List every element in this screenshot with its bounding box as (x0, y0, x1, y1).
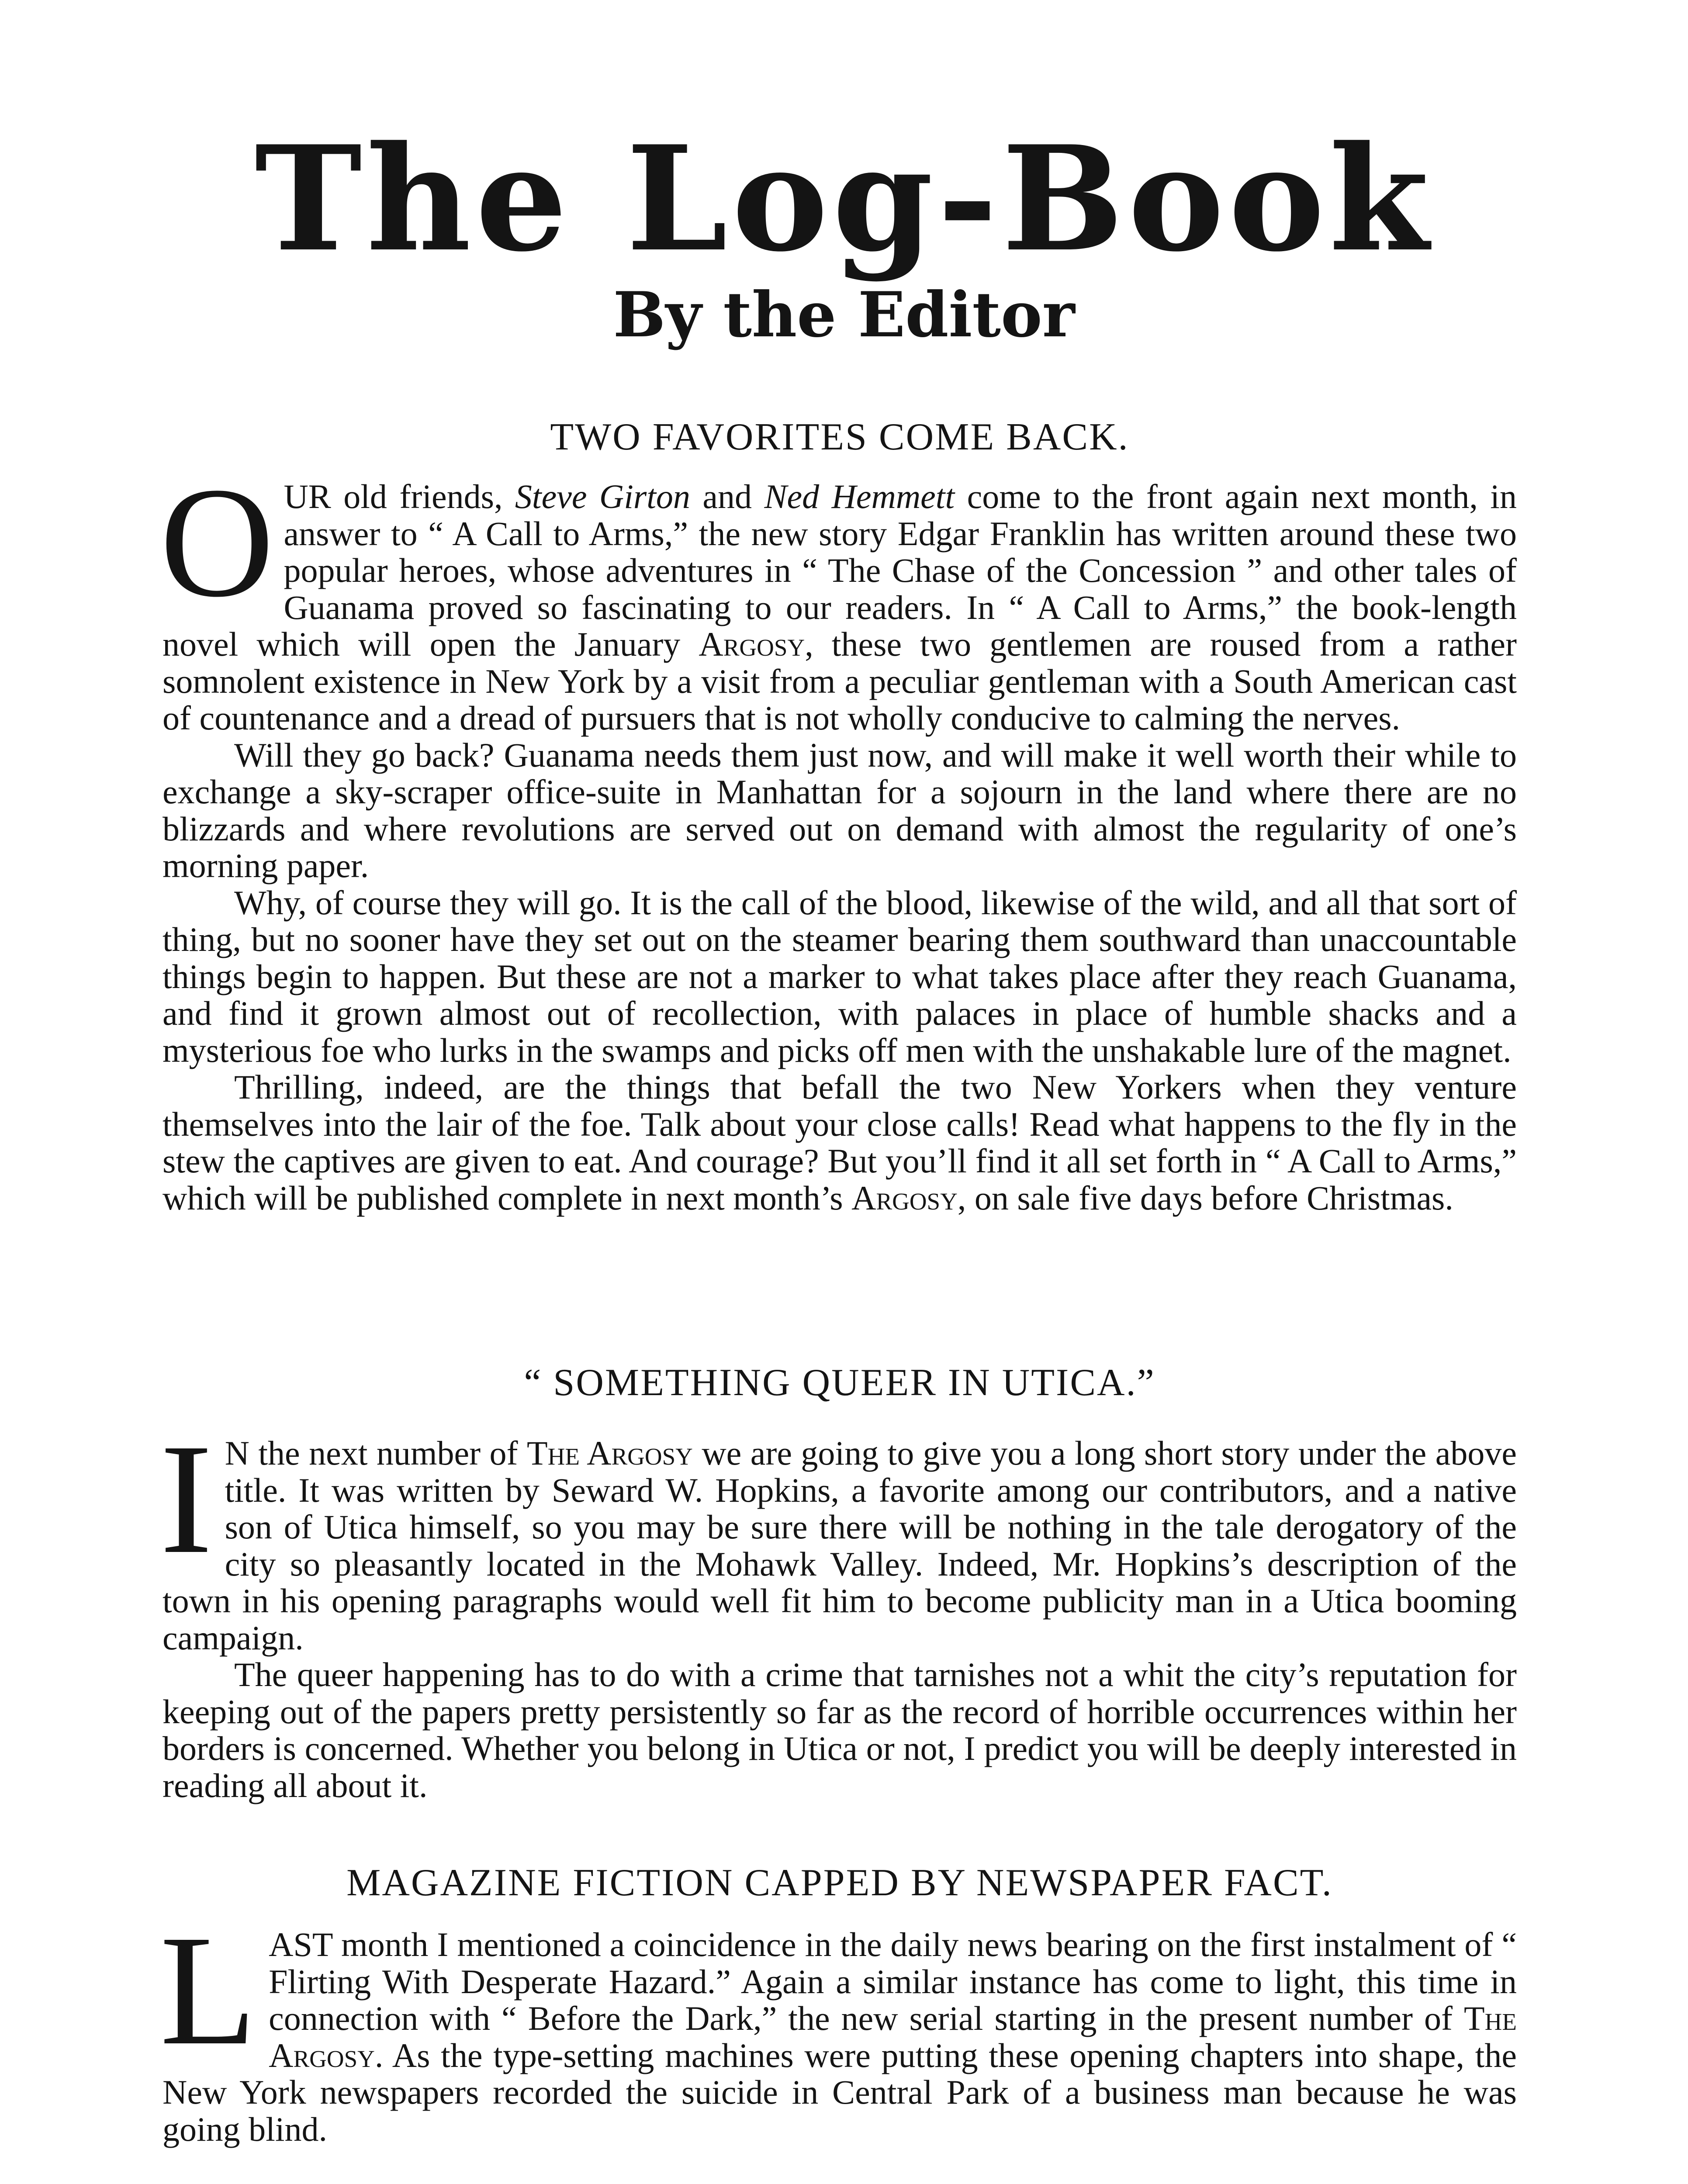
magazine-name: The Argosy (269, 1999, 1517, 2074)
section-body (160, 1903, 1517, 2148)
text-run: , these two gentlemen are roused from a rather somnolent existence in New York by a visit from a peculiar gentleman with a South American cast of countenance and a dread of pursuers that is not wholly conducive to calming the nerves. (163, 625, 1517, 737)
magazine-name: The Argosy (527, 1434, 693, 1472)
text-run: The queer happening has to do with a crime that tarnishes not a whit the city’s reputation for keeping out of the papers pretty persistently so far as the record of horrible occurrences within her borders is concerned. Whether you belong in Utica or not, I predict you will be deeply interested in reading all about it. (163, 1655, 1517, 1804)
magazine-name: Argosy (851, 1178, 958, 1217)
text-run: N the next number of (225, 1434, 527, 1472)
text-run: come to the front again next month, in answer to “ A Call to Arms,” the new story Edgar Franklin has written around these two popular heroes, whose adventures in “ The Chase of the Concession ” and other tales of Guanama proved so fascinating to our readers. In “ A Call to Arms,” the book-length novel which will open the January (163, 477, 1517, 663)
italic-name: Ned Hemmett (764, 477, 955, 515)
text-run: . As the type-setting machines were putting these opening chapters into shape, the New York newspapers recorded the suicide in Central Park of a business man because he was going blind. (163, 2036, 1517, 2148)
italic-name: Steve Girton (515, 477, 690, 515)
section-heading: TWO FAVORITES COME BACK. (550, 416, 1129, 458)
paragraph (160, 1411, 1517, 1657)
text-run: UR old friends, (284, 477, 515, 515)
drop-cap: I (160, 1411, 213, 1586)
text-run: Why, of course they will go. It is the call of the blood, likewise of the wild, and all that sort of thing, but no sooner have they set out on the steamer bearing them southward than unaccountable things begin to happen. But these are not a marker to what takes place after they reach Guanama, and find it grown almost out of recollection, with palaces in place of humble shacks and a mysterious foe who lurks in the swamps and picks off men with the unshakable lure of the magnet. (163, 883, 1517, 1069)
paragraph (163, 1656, 1517, 1804)
section-body (160, 455, 1517, 1217)
masthead (0, 114, 1688, 351)
text-run: and (690, 477, 764, 515)
paragraph (163, 885, 1517, 1069)
section-heading: MAGAZINE FICTION CAPPED BY NEWSPAPER FACT. (346, 1862, 1333, 1904)
text-run: we are going to give you a long short story under the above title. It was written by Seward W. Hopkins, a favorite among our contributors, and a native son of Utica himself, so you may be sure there will be nothing in the tale derogatory of the city so pleasantly located in the Mohawk Valley. Indeed, Mr. Hopkins’s description of the town in his opening paragraphs would well fit him to become publicity man in a Utica booming campaign. (163, 1434, 1517, 1657)
paragraph (163, 1069, 1517, 1216)
text-run: Thrilling, indeed, are the things that befall the two New Yorkers when they venture themselves into the lair of the foe. Talk about your close calls! Read what happens to the fly in the stew the captives are given to eat. And courage? But you’ll find it all set forth in “ A Call to Arms,” which will be published complete in next month’s (163, 1068, 1517, 1217)
text-run: Will they go back? Guanama needs them just now, and will make it well worth their while to exchange a sky-scraper office-suite in Manhattan for a sojourn in the land where there are no blizzards and where revolutions are served out on demand with almost the regularity of one’s morning paper. (163, 736, 1517, 885)
masthead-byline: By the Editor (613, 279, 1075, 351)
section-heading: “ SOMETHING QUEER IN UTICA.” (524, 1362, 1155, 1404)
paragraph (160, 1903, 1517, 2148)
masthead-title: The Log-Book (255, 114, 1433, 283)
section-body (160, 1411, 1517, 1804)
drop-cap: L (160, 1903, 257, 2078)
text-run: AST month I mentioned a coincidence in the daily news bearing on the first instalment of “ Flirting With Desperate Hazard.” Again a similar instance has come to light, this time in connection with “ Before the Dark,” the new serial starting in the present number of (269, 1925, 1517, 2037)
paragraph (163, 737, 1517, 885)
magazine-name: Argosy (699, 625, 805, 663)
paragraph (160, 455, 1517, 737)
drop-cap: O (160, 455, 274, 630)
text-run: , on sale five days before Christmas. (957, 1178, 1453, 1217)
